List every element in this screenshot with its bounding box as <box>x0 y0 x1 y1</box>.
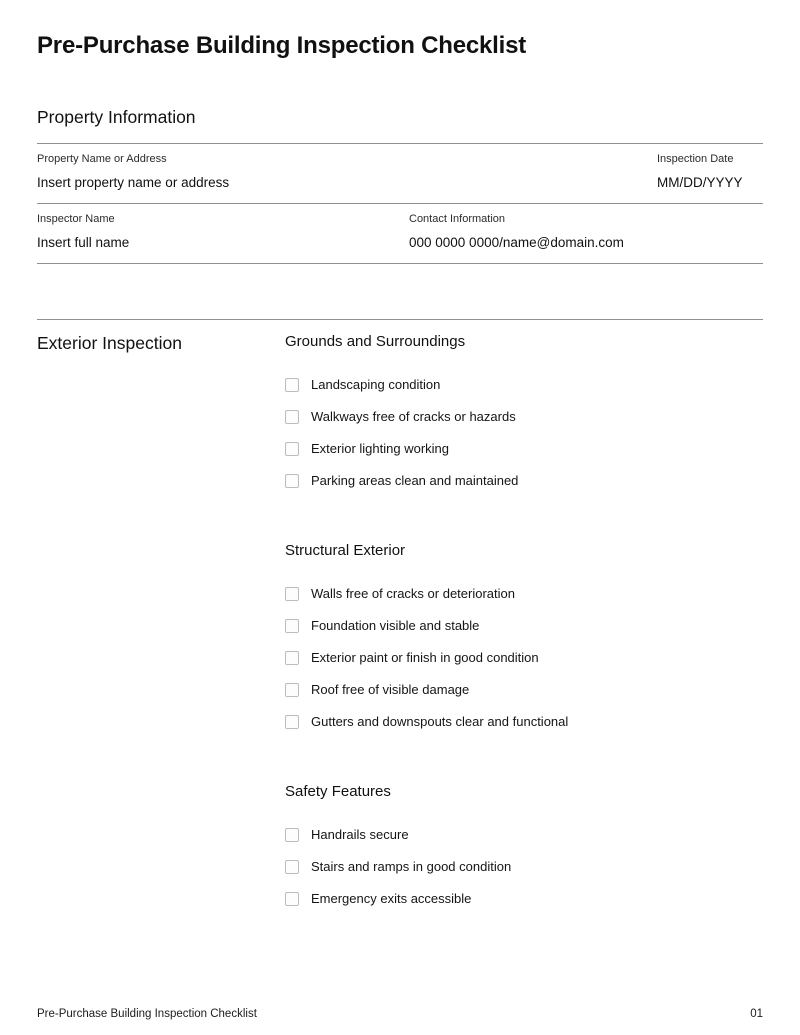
section-heading-exterior-inspection: Exterior Inspection <box>37 333 182 353</box>
section-heading-property-information: Property Information <box>37 107 196 127</box>
checkbox[interactable] <box>285 587 299 601</box>
checkbox[interactable] <box>285 860 299 874</box>
checklist-item <box>285 618 763 633</box>
field-value-property-name[interactable]: Insert property name or address <box>37 175 230 190</box>
checklist-item <box>285 650 763 665</box>
page-footer <box>37 1008 763 1020</box>
field-inspector-name <box>37 213 409 250</box>
checklist-item-label: Gutters and downspouts clear and functional <box>311 714 569 729</box>
checklist-item-label: Parking areas clean and maintained <box>311 473 519 488</box>
checklist-item-label: Roof free of visible damage <box>311 682 470 697</box>
field-contact-information <box>409 213 763 250</box>
checklist-item <box>285 682 763 697</box>
field-value-inspection-date[interactable]: MM/DD/YYYY <box>657 175 743 190</box>
page-title: Pre-Purchase Building Inspection Checklist <box>37 32 527 59</box>
field-property-name <box>37 153 657 190</box>
checkbox[interactable] <box>285 442 299 456</box>
field-value-inspector-name[interactable]: Insert full name <box>37 235 130 250</box>
checklist-item-label: Landscaping condition <box>311 377 441 392</box>
checklist-item-label: Walls free of cracks or deterioration <box>311 586 515 601</box>
checklist-item-label: Emergency exits accessible <box>311 891 472 906</box>
checklist-item <box>285 714 763 729</box>
group-grounds-and-surroundings <box>285 333 763 488</box>
checklist-item-label: Walkways free of cracks or hazards <box>311 409 516 424</box>
section-divider <box>37 319 763 320</box>
property-info-row-1 <box>37 144 763 204</box>
checkbox[interactable] <box>285 683 299 697</box>
checklist-item <box>285 473 763 488</box>
checkbox[interactable] <box>285 619 299 633</box>
checklist-item <box>285 409 763 424</box>
group-structural-exterior <box>285 542 763 729</box>
checklist-item-label: Exterior lighting working <box>311 441 450 456</box>
footer-page-number: 01 <box>750 1008 763 1020</box>
checkbox[interactable] <box>285 715 299 729</box>
checkbox[interactable] <box>285 474 299 488</box>
checklist-item-label: Handrails secure <box>311 827 409 842</box>
field-inspection-date <box>657 153 763 190</box>
checklist-item-label: Foundation visible and stable <box>311 618 480 633</box>
checkbox[interactable] <box>285 410 299 424</box>
checklist-item <box>285 441 763 456</box>
checklist-item <box>285 891 763 906</box>
checklist-item <box>285 827 763 842</box>
footer-document-name: Pre-Purchase Building Inspection Checklist <box>37 1008 257 1020</box>
checklist-item <box>285 859 763 874</box>
group-title-grounds-and-surroundings: Grounds and Surroundings <box>285 333 466 350</box>
property-info-row-2 <box>37 204 763 264</box>
property-info-table <box>37 143 763 264</box>
checkbox[interactable] <box>285 892 299 906</box>
field-label-inspector-name: Inspector Name <box>37 213 115 225</box>
checklist-item-label: Stairs and ramps in good condition <box>311 859 512 874</box>
group-title-structural-exterior: Structural Exterior <box>285 542 406 559</box>
checkbox[interactable] <box>285 378 299 392</box>
checklist-item <box>285 586 763 601</box>
field-value-contact-information[interactable]: 000 0000 0000/name@domain.com <box>409 235 624 250</box>
checklist-item <box>285 377 763 392</box>
exterior-inspection-section <box>37 333 763 906</box>
field-label-contact-information: Contact Information <box>409 213 505 225</box>
checkbox[interactable] <box>285 651 299 665</box>
group-title-safety-features: Safety Features <box>285 783 391 800</box>
group-safety-features <box>285 783 763 906</box>
checkbox[interactable] <box>285 828 299 842</box>
checklist-item-label: Exterior paint or finish in good condition <box>311 650 539 665</box>
field-label-inspection-date: Inspection Date <box>657 153 734 165</box>
checklist-groups <box>285 333 763 906</box>
field-label-property-name: Property Name or Address <box>37 153 167 165</box>
